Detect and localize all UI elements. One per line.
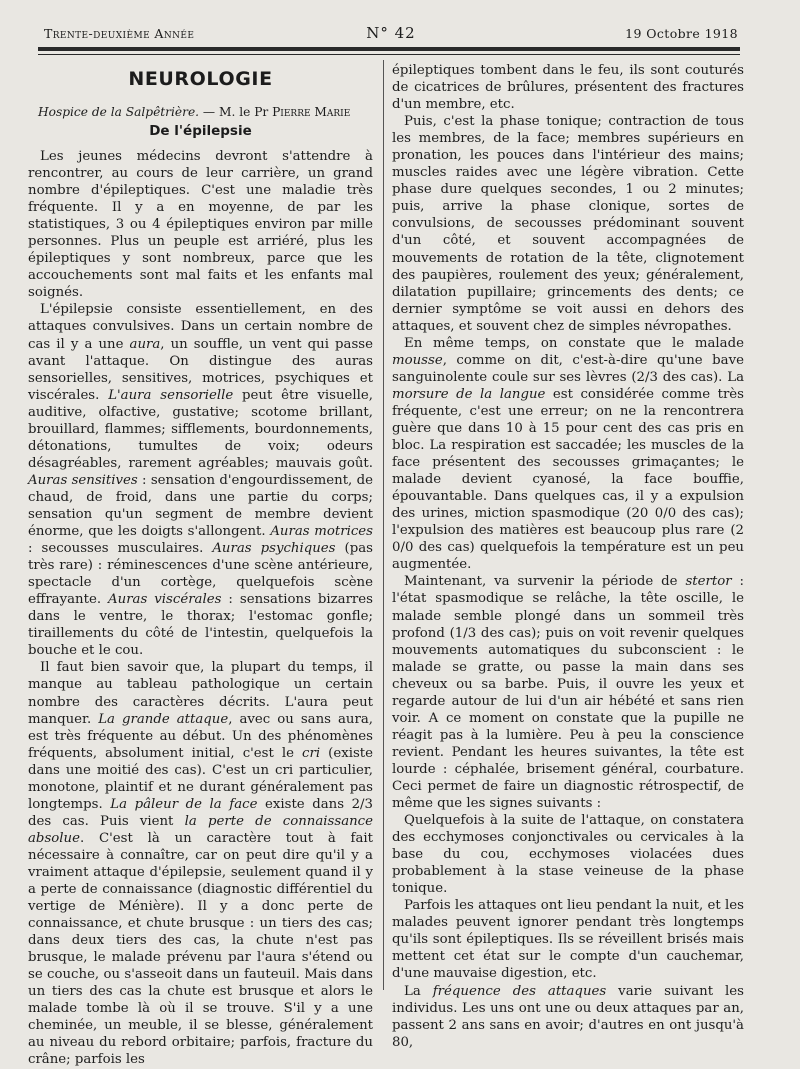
column-divider <box>383 60 384 990</box>
byline <box>28 104 373 120</box>
paragraph: Il faut bien savoir que, la plupart du temps, il manque au tableau pathologique un certain nombre des caractères décrits. L'aura peut manquer. La grande attaque, avec ou sans aura, est très fréquente au début. Un des phénomènes fréquents, absolument initial, c'est le cri (existe dans une moitié des cas). C'est un cri particulier, monotone, plaintif et ne durant généralement pas longtemps. La pâleur de la face existe dans 2/3 des cas. Puis vient la perte de connaissance absolue. C'est là un caractère tout à fait nécessaire à connaître, car on peut dire qu'il y a vraiment attaque d'épilepsie, seulement quand il y a perte de connaissance (diagnostic différentiel du vertige de Ménière). Il y a donc perte de connaissance, et chute brusque : un tiers des cas; dans deux tiers des cas, la chute n'est pas brusque, le malade prévenu par l'aura s'étend ou se couche, ou s'asseoit dans un fauteuil. Mais dans un tiers des cas la chute est brusque et alors le malade tombe là où il se trouve. S'il y a une cheminée, un meuble, il se blesse, généralement au niveau du rebord orbitaire; parfois, fracture du crâne; parfois les <box>28 660 373 1068</box>
paragraph: épileptiques tombent dans le feu, ils sont couturés de cicatrices de brûlures, présentent des fractures d'un membre, etc. <box>392 63 744 113</box>
header-rule-thin <box>38 54 740 55</box>
paragraph: Parfois les attaques ont lieu pendant la nuit, et les malades peuvent ignorer pendant très longtemps qu'ils sont épileptiques. Ils se réveillent brisés mais mettent cet état sur le compte d'un cauchemar, d'une mauvaise digestion, etc. <box>392 898 744 982</box>
paragraph: Quelquefois à la suite de l'attaque, on constatera des ecchymoses conjonctivales ou cervicales à la base du cou, ecchymoses violacées dues probablement à la stase veineuse de la phase tonique. <box>392 813 744 897</box>
issue-number: N° 42 <box>366 24 416 42</box>
paragraph: Les jeunes médecins devront s'attendre à rencontrer, au cours de leur carrière, un grand nombre d'épileptiques. C'est une maladie très fréquente. Il y a en moyenne, de par les statistiques, 3 ou 4 épileptiques environ par mille personnes. Plus un peuple est arriéré, plus les épileptiques y sont nombreux, parce que les accouchements sont mal faits et les enfants mal soignés. <box>28 149 373 301</box>
paragraph: La fréquence des attaques varie suivant les individus. Les uns ont une ou deux attaques par an, passent 2 ans sans en avoir; d'autres en ont jusqu'à 80, <box>392 983 744 1050</box>
author-prefix: — M. le Pr <box>199 105 273 119</box>
left-column <box>28 64 373 1069</box>
paragraph: En même temps, on constate que le malade mousse, comme on dit, c'est-à-dire qu'une bave sanguinolente coule sur ses lèvres (2/3 des cas). La morsure de la langue est considérée comme très fréquente, c'est une erreur; on ne la rencontrera guère que dans 10 à 15 pour cent des cas pris en bloc. La respiration est saccadée; les muscles de la face présentent des secousses grimaçantes; le malade devient cyanosé, la face bouffie, épouvantable. Dans quelques cas, il y a expulsion des urines, miction spasmodique (20 0/0 des cas); l'expulsion des matières est beaucoup plus rare (2 0/0 des cas) quelquefois la température est un peu augmentée. <box>392 335 744 573</box>
article-title: De l'épilepsie <box>149 123 252 139</box>
paragraph: L'épilepsie consiste essentiellement, en des attaques convulsives. Dans un certain nombre de cas il y a une aura, un souffle, un vent qui passe avant l'attaque. On distingue des auras sensorielles, sensitives, motrices, psychiques et viscérales. L'aura sensorielle peut être visuelle, auditive, olfactive, gustative; scotome brillant, brouillard, flammes; sifflements, bourdonnements, détonations, tumultes de voix; odeurs désagréables, rarement agréables; mauvais goût. Auras sensitives : sensation d'engourdissement, de chaud, de froid, dans une partie du corps; sensation qu'un segment de membre devient énorme, que les doigts s'allongent. Auras motrices : secousses musculaires. Auras psychiques (pas très rare) : réminescences d'une scène antérieure, spectacle d'un cortège, quelquefois scène effrayante. Auras viscérales : sensations bizarres dans le ventre, le thorax; l'estomac gonfle; tiraillements du côté de l'intestin, quelquefois la bouche et le cou. <box>28 302 373 659</box>
header-rule-thick <box>38 47 740 51</box>
author-name: Pierre Marie <box>272 105 351 119</box>
paragraph: Puis, c'est la phase tonique; contraction de tous les membres, de la face; membres supérieurs en pronation, les pouces dans l'intérieur des mains; muscles raides avec une légère vibration. Cette phase dure quelques secondes, 1 ou 2 minutes; puis, arrive la phase clonique, sortes de convulsions, de secousses prédominant souvent d'un côté, et souvent accompagnées de mouvements de rotation de la tête, clignotement des paupières, roulement des yeux; généralement, dilatation pupillaire; grincements des dents; ce dernier symptôme se voit aussi en dehors des attaques, et souvent chez de simples névropathes. <box>392 114 744 334</box>
right-column <box>392 62 744 1051</box>
paragraph: Maintenant, va survenir la période de stertor : l'état spasmodique se relâche, la tête oscille, le malade semble plongé dans un sommeil très profond (1/3 des cas); puis on voit revenir quelques mouvements automatiques du subconscient : le malade se gratte, ou passe la main dans ses cheveux ou sa barbe. Puis, il ouvre les yeux et regarde autour de lui d'un air hébété et sans rien voir. A ce moment on constate que la pupille ne réagit pas à la lumière. Peu à peu la conscience revient. Pendant les heures suivantes, la tête est lourde : céphalée, brisement général, courbature. Ceci permet de faire un diagnostic rétrospectif, de même que les signes suivants : <box>392 574 744 812</box>
running-header <box>44 26 738 44</box>
section-title: NEUROLOGIE <box>128 68 273 90</box>
issue-date: 19 Octobre 1918 <box>625 26 738 41</box>
hospital-name: Hospice de la Salpêtrière. <box>38 105 200 119</box>
volume-label: Trente-deuxième Année <box>44 26 195 41</box>
